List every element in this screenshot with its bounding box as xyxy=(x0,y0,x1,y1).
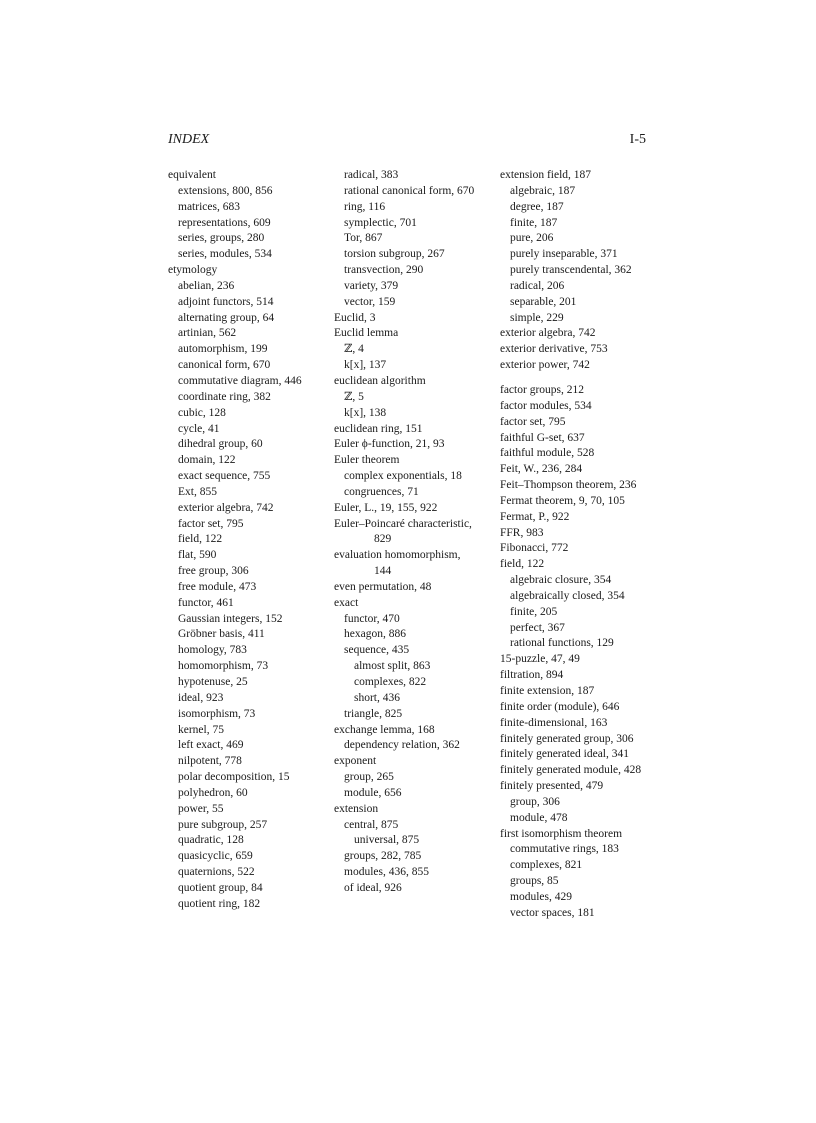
index-subentry: 829 xyxy=(374,533,392,546)
index-subentry: abelian, 236 xyxy=(178,279,235,292)
index-entry: finitely generated group, 306 xyxy=(500,732,634,745)
index-subentry: homomorphism, 73 xyxy=(178,660,269,673)
index-subentry: module, 656 xyxy=(344,786,402,799)
running-title: INDEX xyxy=(168,132,210,147)
index-subentry: field, 122 xyxy=(178,533,223,546)
index-subentry: matrices, 683 xyxy=(178,200,240,213)
index-entry: filtration, 894 xyxy=(500,669,564,682)
index-entry: euclidean algorithm xyxy=(334,374,426,387)
index-subentry: power, 55 xyxy=(178,802,224,815)
index-entry: Feit, W., 236, 284 xyxy=(500,463,583,476)
index-subentry: exterior algebra, 742 xyxy=(178,501,274,514)
index-entry: factor groups, 212 xyxy=(500,383,584,396)
index-subentry: quotient group, 84 xyxy=(178,881,263,894)
index-subentry: quadratic, 128 xyxy=(178,834,244,847)
index-subentry: symplectic, 701 xyxy=(344,216,417,229)
index-subentry: group, 265 xyxy=(344,771,394,784)
index-subentry: sequence, 435 xyxy=(344,644,410,657)
index-subentry: free group, 306 xyxy=(178,565,249,578)
index-subentry: ℤ, 4 xyxy=(344,343,364,356)
index-subentry: Gaussian integers, 152 xyxy=(178,612,283,625)
index-entry: faithful module, 528 xyxy=(500,447,595,460)
index-subentry: ideal, 923 xyxy=(178,691,224,704)
index-subentry: hexagon, 886 xyxy=(344,628,406,641)
index-entry: finite extension, 187 xyxy=(500,685,595,697)
index-subentry: modules, 429 xyxy=(510,890,572,903)
index-subentry: functor, 461 xyxy=(178,596,234,609)
index-entry: exterior power, 742 xyxy=(500,359,590,372)
index-subentry: perfect, 367 xyxy=(510,621,565,634)
index-entry: Fermat, P., 922 xyxy=(500,510,570,523)
index-subentry: complexes, 822 xyxy=(354,676,427,688)
index-subentry: degree, 187 xyxy=(510,200,564,213)
index-subentry: alternating group, 64 xyxy=(178,311,275,324)
index-subentry: variety, 379 xyxy=(344,279,399,292)
index-subentry: algebraically closed, 354 xyxy=(510,589,625,602)
page-number: I-5 xyxy=(629,132,646,147)
index-subentry: isomorphism, 73 xyxy=(178,707,256,720)
index-subentry: complexes, 821 xyxy=(510,859,583,872)
index-entry: exchange lemma, 168 xyxy=(334,723,435,736)
index-entry: euclidean ring, 151 xyxy=(334,422,423,435)
index-subentry: quaternions, 522 xyxy=(178,866,255,879)
index-subentry: nilpotent, 778 xyxy=(178,755,242,768)
index-subentry: pure, 206 xyxy=(510,232,554,245)
index-subentry: separable, 201 xyxy=(510,295,577,308)
index-entry: exterior derivative, 753 xyxy=(500,343,608,356)
index-subentry: Ext, 855 xyxy=(178,485,217,498)
index-subentry: of ideal, 926 xyxy=(344,881,402,894)
index-subentry: ℤ, 5 xyxy=(344,390,364,403)
index-subentry: group, 306 xyxy=(510,795,560,808)
index-subentry: commutative rings, 183 xyxy=(510,843,619,856)
index-entry: finite order (module), 646 xyxy=(500,700,620,713)
index-entry: Euclid lemma xyxy=(334,327,399,340)
index-entry: exterior algebra, 742 xyxy=(500,327,596,340)
index-subentry: purely inseparable, 371 xyxy=(510,248,618,261)
index-subentry: kernel, 75 xyxy=(178,723,224,736)
index-subentry: cycle, 41 xyxy=(178,422,220,435)
index-subentry: short, 436 xyxy=(354,691,400,704)
index-entry: finite-dimensional, 163 xyxy=(500,716,608,729)
index-entry: FFR, 983 xyxy=(500,526,544,539)
index-entry: factor modules, 534 xyxy=(500,399,592,412)
index-entry: evaluation homomorphism, xyxy=(334,549,461,562)
index-subentry: ring, 116 xyxy=(344,200,386,213)
index-entry: Euler–Poincaré characteristic, xyxy=(334,517,472,530)
index-subentry: congruences, 71 xyxy=(344,485,419,498)
index-entry: Euler ϕ-function, 21, 93 xyxy=(334,438,445,451)
index-subentry: coordinate ring, 382 xyxy=(178,390,271,403)
index-entry: Euler theorem xyxy=(334,454,400,467)
index-entry: etymology xyxy=(168,264,218,277)
index-subentry: dihedral group, 60 xyxy=(178,438,263,451)
index-subentry: series, modules, 534 xyxy=(178,248,272,261)
index-entry: faithful G-set, 637 xyxy=(500,431,585,444)
index-subentry: left exact, 469 xyxy=(178,739,244,752)
index-subentry: pure subgroup, 257 xyxy=(178,818,268,831)
index-subentry: algebraic, 187 xyxy=(510,184,576,197)
index-entry: Feit–Thompson theorem, 236 xyxy=(500,479,637,492)
index-subentry: polyhedron, 60 xyxy=(178,786,248,799)
index-subentry: k[x], 138 xyxy=(344,406,387,419)
index-subentry: rational canonical form, 670 xyxy=(344,184,475,197)
index-subentry: homology, 783 xyxy=(178,644,247,657)
index-subentry: quasicyclic, 659 xyxy=(178,850,253,863)
index-entry: finitely generated module, 428 xyxy=(500,764,642,777)
index-subentry: simple, 229 xyxy=(510,311,564,324)
index-entry: finitely presented, 479 xyxy=(500,780,604,793)
index-entry: exact xyxy=(334,596,359,609)
index-entry: exponent xyxy=(334,755,377,768)
index-entry: extension xyxy=(334,802,379,815)
index-subentry: artinian, 562 xyxy=(178,327,237,340)
index-subentry: series, groups, 280 xyxy=(178,232,265,245)
index-subentry: polar decomposition, 15 xyxy=(178,771,290,784)
index-subentry: hypotenuse, 25 xyxy=(178,676,248,688)
index-subentry: modules, 436, 855 xyxy=(344,866,429,879)
index-subentry: exact sequence, 755 xyxy=(178,470,271,483)
index-subentry: vector spaces, 181 xyxy=(510,906,595,919)
index-subentry: radical, 206 xyxy=(510,279,565,292)
index-subentry: canonical form, 670 xyxy=(178,359,271,372)
index-subentry: representations, 609 xyxy=(178,216,271,229)
index-subentry: purely transcendental, 362 xyxy=(510,264,632,277)
index-subentry: groups, 85 xyxy=(510,875,559,888)
index-entry: Euler, L., 19, 155, 922 xyxy=(334,501,438,514)
index-entry: Fermat theorem, 9, 70, 105 xyxy=(500,494,625,507)
index-subentry: complex exponentials, 18 xyxy=(344,470,462,483)
index-subentry: cubic, 128 xyxy=(178,406,226,419)
index-subentry: functor, 470 xyxy=(344,612,400,625)
index-subentry: algebraic closure, 354 xyxy=(510,574,612,587)
index-subentry: rational functions, 129 xyxy=(510,637,614,650)
index-subentry: triangle, 825 xyxy=(344,707,403,720)
index-subentry: flat, 590 xyxy=(178,549,217,562)
index-subentry: almost split, 863 xyxy=(354,660,431,673)
index-gap xyxy=(500,374,660,383)
index-subentry: module, 478 xyxy=(510,811,568,824)
index-subentry: domain, 122 xyxy=(178,454,236,467)
index-subentry: finite, 187 xyxy=(510,216,558,229)
index-subentry: adjoint functors, 514 xyxy=(178,295,274,308)
index-column-1 xyxy=(168,168,328,913)
index-entry: 15-puzzle, 47, 49 xyxy=(500,653,580,666)
index-subentry: central, 875 xyxy=(344,818,399,831)
index-subentry: groups, 282, 785 xyxy=(344,850,422,863)
index-subentry: factor set, 795 xyxy=(178,517,244,530)
page-header xyxy=(168,132,646,152)
index-subentry: torsion subgroup, 267 xyxy=(344,248,445,261)
index-subentry: quotient ring, 182 xyxy=(178,897,261,910)
index-subentry: Tor, 867 xyxy=(344,232,383,245)
index-subentry: 144 xyxy=(374,565,392,578)
index-subentry: universal, 875 xyxy=(354,834,420,847)
index-subentry: commutative diagram, 446 xyxy=(178,374,302,387)
index-subentry: dependency relation, 362 xyxy=(344,739,460,752)
index-subentry: extensions, 800, 856 xyxy=(178,184,273,197)
index-subentry: finite, 205 xyxy=(510,605,558,618)
index-subentry: Gröbner basis, 411 xyxy=(178,628,265,641)
index-entry: factor set, 795 xyxy=(500,415,566,428)
index-entry: finitely generated ideal, 341 xyxy=(500,748,630,761)
index-column-2 xyxy=(334,168,494,897)
index-subentry: automorphism, 199 xyxy=(178,343,268,356)
index-subentry: free module, 473 xyxy=(178,580,257,593)
index-entry: even permutation, 48 xyxy=(334,580,432,593)
index-subentry: radical, 383 xyxy=(344,169,399,181)
index-entry: field, 122 xyxy=(500,558,545,571)
index-entry: Euclid, 3 xyxy=(334,311,376,324)
index-subentry: k[x], 137 xyxy=(344,359,387,372)
index-subentry: transvection, 290 xyxy=(344,264,424,277)
index-entry: first isomorphism theorem xyxy=(500,827,623,840)
index-entry: extension field, 187 xyxy=(500,169,592,181)
index-subentry: vector, 159 xyxy=(344,295,396,308)
index-column-3 xyxy=(500,168,660,922)
index-entry: equivalent xyxy=(168,169,216,181)
index-entry: Fibonacci, 772 xyxy=(500,542,569,555)
